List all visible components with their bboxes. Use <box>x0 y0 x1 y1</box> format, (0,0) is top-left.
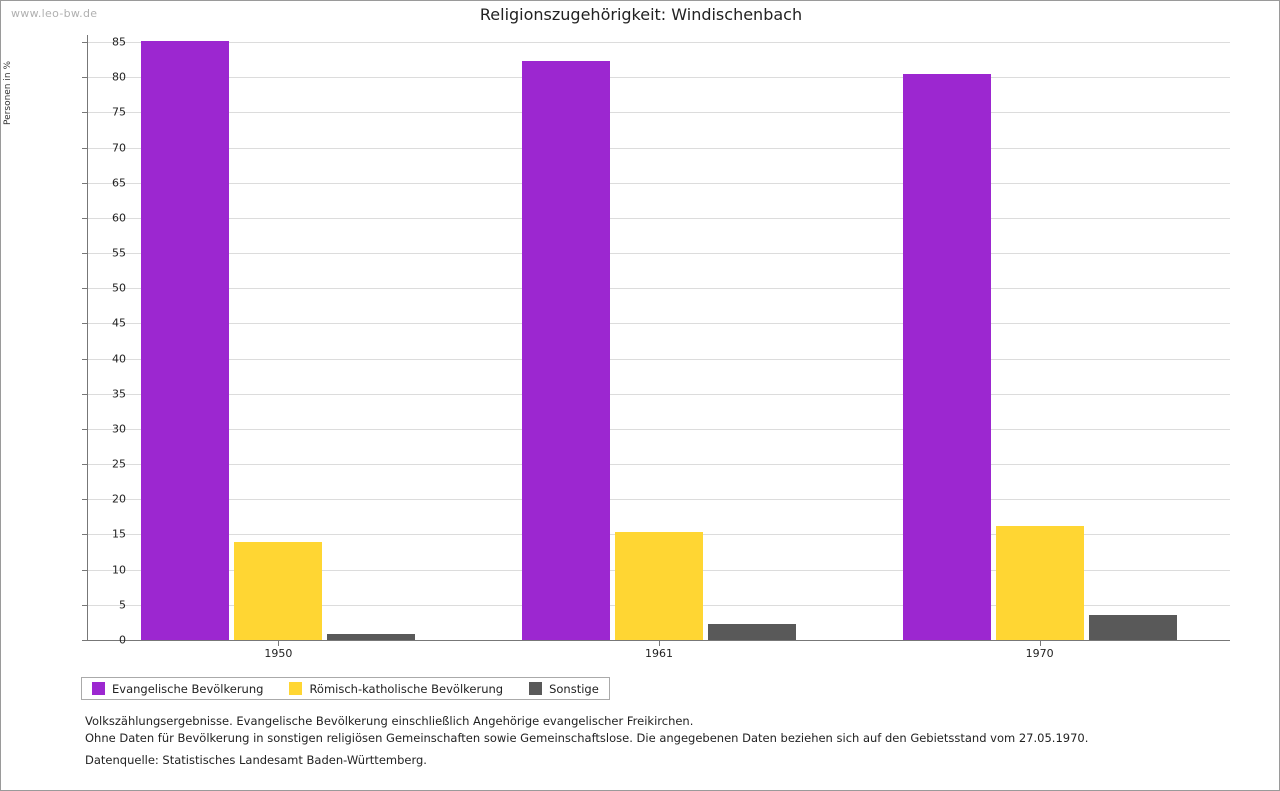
chart-footnotes <box>85 713 1088 747</box>
y-axis-tick-label: 25 <box>112 457 126 471</box>
bar <box>327 634 415 640</box>
y-axis-tick-label: 80 <box>112 70 126 84</box>
y-axis-label: Personen in % <box>3 61 13 125</box>
bar <box>996 526 1084 640</box>
y-axis-tick-label: 45 <box>112 316 126 330</box>
gridline <box>88 323 1230 324</box>
legend-label: Evangelische Bevölkerung <box>112 681 264 696</box>
y-axis-tick-label: 0 <box>119 633 126 647</box>
y-axis-tick-label: 75 <box>112 105 126 119</box>
gridline <box>88 499 1230 500</box>
y-axis-tick-label: 65 <box>112 176 126 190</box>
plot-area <box>87 35 1230 660</box>
y-axis-tick-label: 70 <box>112 141 126 155</box>
legend-entry <box>289 682 503 696</box>
chart-legend <box>81 677 610 700</box>
y-axis-tick-label: 85 <box>112 35 126 49</box>
gridline <box>88 253 1230 254</box>
y-axis-tick-label: 5 <box>119 598 126 612</box>
bar <box>234 542 322 640</box>
legend-label: Römisch-katholische Bevölkerung <box>309 681 504 696</box>
bar <box>903 74 991 640</box>
gridline <box>88 359 1230 360</box>
y-axis-tick-label: 50 <box>112 281 126 295</box>
bar <box>1089 615 1177 640</box>
gridline <box>88 42 1230 43</box>
legend-swatch <box>92 682 105 695</box>
chart-title: Religionszugehörigkeit: Windischenbach <box>479 5 803 24</box>
y-axis-tick-label: 15 <box>112 527 126 541</box>
bar <box>522 61 610 640</box>
gridline <box>88 429 1230 430</box>
legend-swatch <box>529 682 542 695</box>
x-axis-tick-label: 1961 <box>645 647 673 660</box>
y-axis-tick-label: 40 <box>112 352 126 366</box>
data-source: Datenquelle: Statistisches Landesamt Baden-Württemberg. <box>85 753 427 767</box>
x-axis-tick <box>278 640 279 646</box>
gridline <box>88 148 1230 149</box>
y-axis-tick-label: 10 <box>112 563 126 577</box>
gridline <box>88 288 1230 289</box>
x-axis-tick-label: 1970 <box>1025 647 1054 660</box>
x-axis-tick <box>1040 640 1041 646</box>
y-axis-tick-label: 35 <box>112 387 126 401</box>
gridline <box>88 464 1230 465</box>
legend-entry <box>529 682 599 696</box>
legend-label: Sonstige <box>549 681 599 696</box>
y-axis-tick-label: 20 <box>112 492 126 506</box>
watermark: www.leo-bw.de <box>11 7 98 20</box>
y-axis-tick-label: 30 <box>112 422 126 436</box>
gridline <box>88 77 1230 78</box>
bar <box>708 624 796 640</box>
y-axis-tick-label: 55 <box>112 246 126 260</box>
x-axis-tick-label: 1950 <box>264 647 293 660</box>
y-axis-tick-label: 60 <box>112 211 126 225</box>
gridline <box>88 394 1230 395</box>
footnote-line: Volkszählungsergebnisse. Evangelische Bevölkerung einschließlich Angehörige evangelischer Freikirchen. <box>85 714 694 728</box>
footnote-line: Ohne Daten für Bevölkerung in sonstigen religiösen Gemeinschaften sowie Gemeinschaftslose. Die angegebenen Daten beziehen sich auf den Gebietsstand vom 27.05.1970. <box>85 731 1089 745</box>
gridline <box>88 218 1230 219</box>
x-axis-tick <box>659 640 660 646</box>
legend-entry <box>92 682 263 696</box>
bar <box>615 532 703 640</box>
bar <box>141 41 229 640</box>
legend-swatch <box>289 682 302 695</box>
gridline <box>88 183 1230 184</box>
gridline <box>88 112 1230 113</box>
